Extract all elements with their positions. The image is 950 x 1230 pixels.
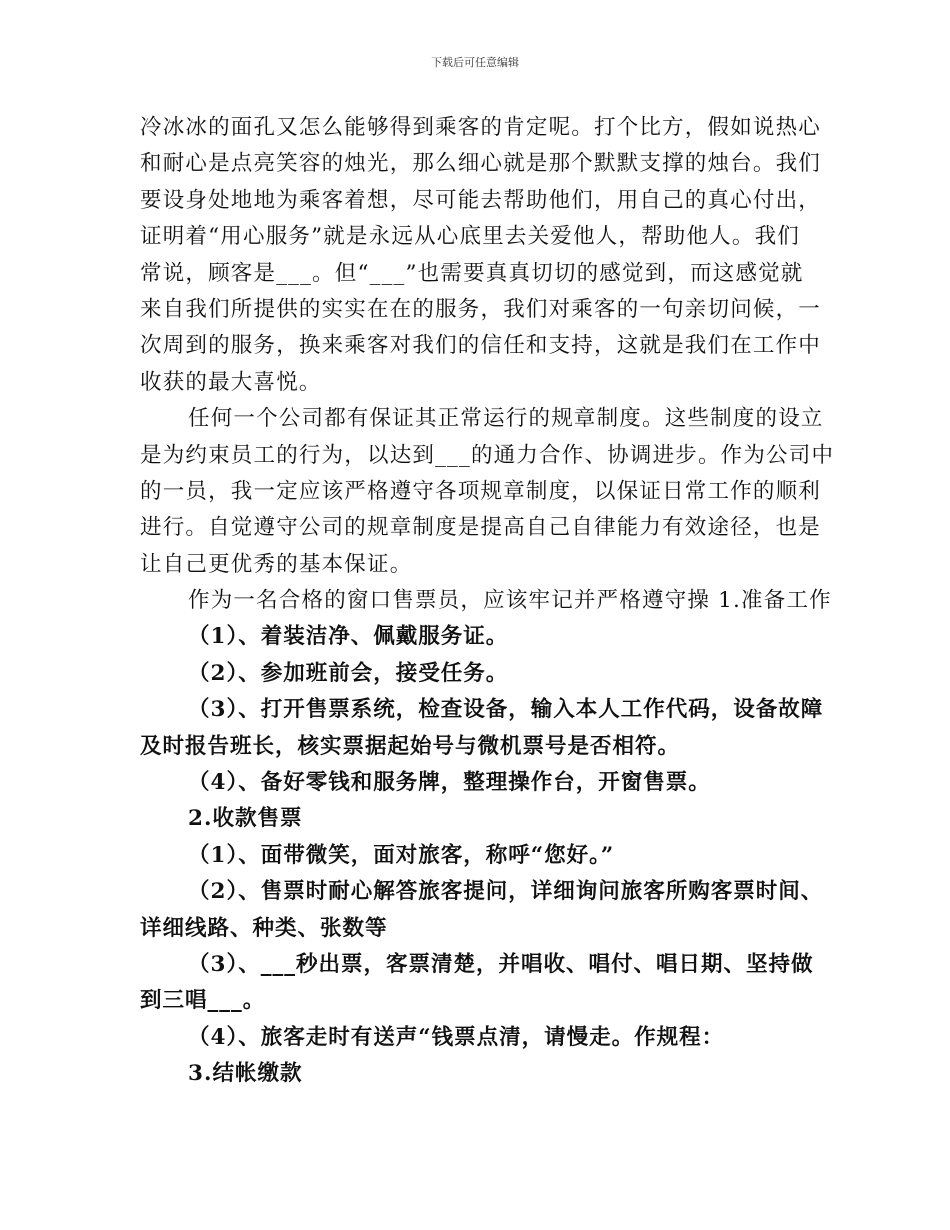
procedure-item-continuation: 及时报告班长，核实票据起始号与微机票号是否相符。 <box>140 733 681 759</box>
procedure-item: （4）、旅客走时有送声“钱票点清，请慢走。作规程： <box>188 1024 725 1050</box>
procedure-item: （3）、打开售票系统，检查设备，输入本人工作代码，设备故障 <box>188 697 824 723</box>
procedure-item: （4）、备好零钱和服务牌，整理操作台，开窗售票。 <box>188 770 711 796</box>
section-heading: 2.收款售票 <box>188 806 303 832</box>
page-header: 下载后可任意编辑 <box>431 56 519 69</box>
text-line: 是为约束员工的行为，以达到___的通力合作、协调进步。作为公司中 <box>140 442 835 468</box>
text-line: 进行。自觉遵守公司的规章制度是提高自己自律能力有效途径，也是 <box>140 515 822 541</box>
text-line: 收获的最大喜悦。 <box>140 369 322 395</box>
text-line: 和耐心是点亮笑容的烛光，那么细心就是那个默默支撑的烛台。我们 <box>140 151 822 177</box>
text-line: 的一员，我一定应该严格遵守各项规章制度，以保证日常工作的顺利 <box>140 478 822 504</box>
text-line: 来自我们所提供的实实在在的服务，我们对乘客的一句亲切问候，一 <box>140 296 822 322</box>
procedure-item: （2）、参加班前会，接受任务。 <box>188 660 509 686</box>
procedure-item-continuation: 到三唱___。 <box>140 988 266 1014</box>
document-body <box>140 110 835 1093</box>
procedure-item: （3）、___秒出票，客票清楚，并唱收、唱付、唱日期、坚持做 <box>188 951 814 977</box>
text-line: 证明着“用心服务”就是永远从心底里去关爱他人，帮助他人。我们 <box>140 224 800 250</box>
text-line: 让自己更优秀的基本保证。 <box>140 551 413 577</box>
text-line: 要设身处地地为乘客着想，尽可能去帮助他们，用自己的真心付出， <box>140 187 822 213</box>
procedure-item-continuation: 详细线路、种类、张数等 <box>140 915 388 941</box>
text-line: 作为一名合格的窗口售票员，应该牢记并严格遵守操 1.准备工作 <box>188 588 832 614</box>
section-heading: 3.结帐缴款 <box>188 1061 303 1087</box>
text-line: 冷冰冰的面孔又怎么能够得到乘客的肯定呢。打个比方，假如说热心 <box>140 115 822 140</box>
procedure-item: （2）、售票时耐心解答旅客提问，详细询问旅客所购客票时间、 <box>188 879 824 905</box>
text-line: 次周到的服务，换来乘客对我们的信任和支持，这就是我们在工作中 <box>140 333 822 359</box>
procedure-item: （1）、着装洁净、佩戴服务证。 <box>188 624 509 650</box>
text-line: 任何一个公司都有保证其正常运行的规章制度。这些制度的设立 <box>188 406 824 432</box>
text-line: 常说，顾客是___。但“___”也需要真真切切的感觉到，而这感觉就 <box>140 260 804 286</box>
procedure-item: （1）、面带微笑，面对旅客，称呼“您好。” <box>188 842 615 868</box>
